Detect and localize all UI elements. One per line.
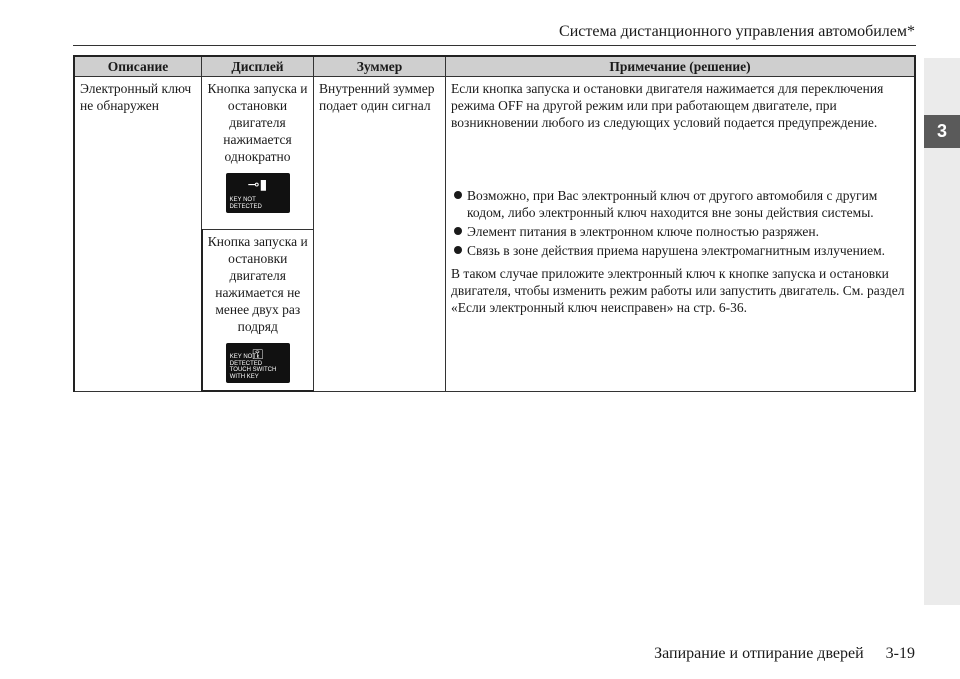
column-header-display: Дисплей	[202, 56, 314, 77]
screen-text: KEY NOT DETECTED	[229, 197, 262, 210]
column-header-note: Примечание (решение)	[446, 56, 916, 77]
table-header-row	[74, 56, 915, 77]
note-intro: Если кнопка запуска и остановки двигателя нажимается для переключения режима OFF на другой режим или при работающем двигателе, при возникновении любого из следующих условий подается предупреждение.	[451, 81, 884, 130]
description-cell: Электронный ключ не обнаружен	[74, 77, 202, 392]
list-item: Элемент питания в электронном ключе полностью разряжен.	[451, 223, 909, 240]
page-header-title: Система дистанционного управления автомобилем*	[559, 23, 915, 40]
list-item: Возможно, при Вас электронный ключ от другого автомобиля с другим кодом, либо электронный ключ находится вне зоны действия системы.	[451, 187, 909, 221]
key-touch-icon: ⚿	[252, 347, 264, 363]
display-cell-double-press	[202, 230, 314, 392]
column-header-description: Описание	[74, 56, 202, 77]
note-bullet-list	[451, 187, 909, 259]
note-outro: В таком случае приложите электронный ключ к кнопке запуска и остановки двигателя, чтобы изменить режим работы или запустить двигатель. См. раздел «Если электронный ключ неисправен» на стр. 6-36.	[451, 266, 905, 315]
column-header-buzzer: Зуммер	[314, 56, 446, 77]
display-double-press-text: Кнопка запуска и остановки двигателя нажимается не менее двух раз подряд	[207, 234, 308, 334]
display-single-press-text: Кнопка запуска и остановки двигателя нажимается однократно	[207, 81, 308, 164]
screen-text: KEY NOT DETECTED TOUCH SWITCH WITH KEY	[229, 354, 277, 380]
warning-table	[73, 55, 916, 392]
bullet-icon	[454, 227, 462, 235]
key-warning-icon: ⊸▮	[247, 177, 268, 193]
display-screen-touch-switch	[226, 343, 290, 383]
table-row	[74, 77, 915, 230]
chapter-badge: 3	[924, 115, 960, 148]
page-footer	[654, 645, 915, 663]
bullet-icon	[454, 191, 462, 199]
bullet-icon	[454, 246, 462, 254]
list-item: Связь в зоне действия приема нарушена электромагнитным излучением.	[451, 242, 909, 259]
header-rule	[73, 45, 916, 46]
display-screen-key-not-detected	[226, 173, 290, 213]
page-number: 3-19	[885, 645, 915, 662]
display-cell-single-press	[202, 77, 314, 230]
footer-section-title: Запирание и отпирание дверей	[654, 645, 864, 662]
buzzer-cell: Внутренний зуммер подает один сигнал	[314, 77, 446, 392]
note-cell	[446, 77, 916, 392]
